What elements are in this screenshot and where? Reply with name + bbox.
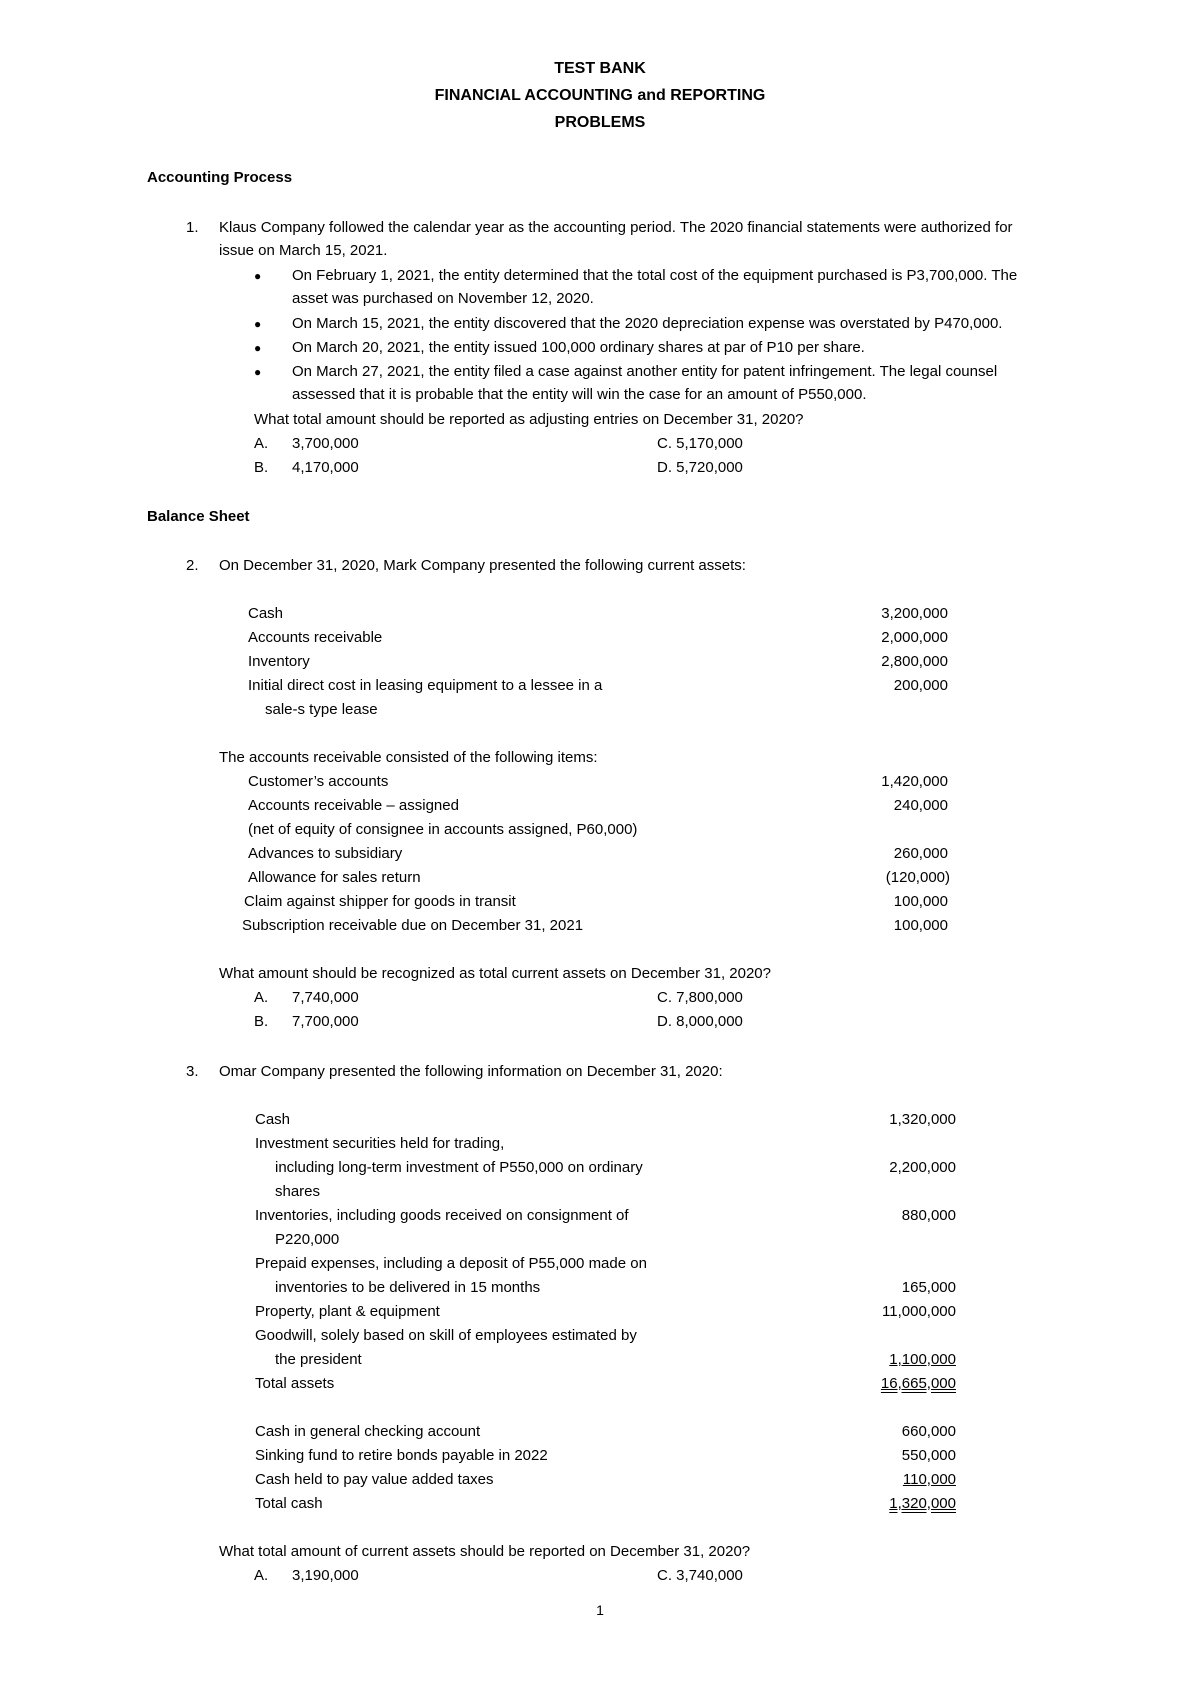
question-text: Omar Company presented the following information on December 31, 2020: [219,1063,723,1080]
cash-item-value: 660,000 [901,1423,956,1440]
item-label: Prepaid expenses, including a deposit of P55,000 made on [255,1255,647,1272]
question-text: On December 31, 2020, Mark Company presented the following current assets: [219,557,746,574]
choice-c: C. 3,740,000 [657,1567,743,1584]
choice-c: C. 7,800,000 [657,989,743,1006]
ar-value: 240,000 [893,797,948,814]
asset-label: Initial direct cost in leasing equipment to a lessee in a [248,677,603,694]
cash-item-label: Cash held to pay value added taxes [255,1471,494,1488]
question-number: 1. [186,219,199,236]
ar-label: (net of equity of consignee in accounts assigned, P60,000) [248,821,638,838]
choice-b: 7,700,000 [292,1013,359,1030]
bullet-text: On March 20, 2021, the entity issued 100,000 ordinary shares at par of P10 per share. [292,339,865,356]
ar-value: 100,000 [893,917,948,934]
asset-value: 2,000,000 [881,629,948,646]
ar-value: 100,000 [893,893,948,910]
bullet-text: asset was purchased on November 12, 2020. [292,290,594,307]
cash-item-value: 110,000 [902,1471,956,1488]
question-prompt: What total amount should be reported as adjusting entries on December 31, 2020? [254,411,804,428]
choice-a: 7,740,000 [292,989,359,1006]
ar-label: Customer’s accounts [248,773,389,790]
item-label: Property, plant & equipment [255,1303,440,1320]
total-label: Total assets [255,1375,335,1392]
bullet-text: assessed that it is probable that the entity will win the case for an amount of P550,000. [292,386,867,403]
page-number: 1 [596,1602,604,1618]
item-label: including long-term investment of P550,000 on ordinary [275,1159,643,1176]
bullet-icon: ● [254,365,262,379]
question-prompt: What amount should be recognized as total current assets on December 31, 2020? [219,965,771,982]
section-heading-accounting-process: Accounting Process [147,169,293,186]
bullet-text: On March 27, 2021, the entity filed a case against another entity for patent infringement. The legal counsel [292,363,998,380]
item-label: Inventories, including goods received on consignment of [255,1207,629,1224]
bullet-text: On February 1, 2021, the entity determined that the total cost of the equipment purchased is P3,700,000. The [292,267,1018,284]
choice-letter: A. [254,1567,269,1584]
asset-label: Inventory [248,653,310,670]
item-value: 1,100,000 [889,1351,956,1368]
asset-label: Cash [248,605,284,622]
asset-value: 3,200,000 [881,605,948,622]
choice-letter: A. [254,989,269,1006]
document-title: TEST BANK [554,60,646,77]
ar-label: Advances to subsidiary [248,845,403,862]
document-section: PROBLEMS [554,114,646,131]
ar-value: 260,000 [893,845,948,862]
question-prompt: What total amount of current assets should be reported on December 31, 2020? [219,1543,751,1560]
bullet-text: On March 15, 2021, the entity discovered that the 2020 depreciation expense was overstated by P470,000. [292,315,1003,332]
item-label: shares [275,1183,321,1200]
section-heading-balance-sheet: Balance Sheet [147,508,250,525]
bullet-icon: ● [254,269,262,283]
item-value: 2,200,000 [889,1159,956,1176]
choice-b: 4,170,000 [292,459,359,476]
bullet-icon: ● [254,341,262,355]
choice-d: D. 5,720,000 [657,459,743,476]
item-value: 1,320,000 [889,1111,956,1128]
item-label: P220,000 [275,1231,340,1248]
item-value: 11,000,000 [882,1303,956,1320]
question-number: 3. [186,1063,199,1080]
choice-a: 3,700,000 [292,435,359,452]
cash-item-label: Cash in general checking account [255,1423,481,1440]
ar-value: (120,000) [885,869,950,886]
choice-letter: B. [254,459,269,476]
item-label: Cash [255,1111,291,1128]
choice-letter: A. [254,435,269,452]
ar-label: Subscription receivable due on December 31, 2021 [242,917,584,934]
ar-value: 1,420,000 [881,773,948,790]
ar-label: Allowance for sales return [248,869,421,886]
question-text: issue on March 15, 2021. [219,242,388,259]
asset-value: 2,800,000 [881,653,948,670]
bullet-icon: ● [254,317,262,331]
item-label: inventories to be delivered in 15 months [275,1279,541,1296]
item-label: Goodwill, solely based on skill of employees estimated by [255,1327,637,1344]
ar-label: Accounts receivable – assigned [248,797,459,814]
choice-a: 3,190,000 [292,1567,359,1584]
ar-label: Claim against shipper for goods in transit [244,893,516,910]
choice-c: C. 5,170,000 [657,435,743,452]
asset-label: sale-s type lease [265,701,378,718]
choice-d: D. 8,000,000 [657,1013,743,1030]
question-text: Klaus Company followed the calendar year as the accounting period. The 2020 financial statements were authorized for [219,219,1013,236]
item-label: the president [275,1351,362,1368]
item-value: 165,000 [901,1279,956,1296]
asset-value: 200,000 [893,677,948,694]
choice-letter: B. [254,1013,269,1030]
question-number: 2. [186,557,199,574]
ar-intro: The accounts receivable consisted of the following items: [219,749,598,766]
total-value: 16,665,000 [880,1375,956,1392]
total-value: 1,320,000 [889,1495,956,1512]
cash-item-value: 550,000 [901,1447,956,1464]
asset-label: Accounts receivable [248,629,383,646]
total-label: Total cash [255,1495,323,1512]
cash-item-label: Sinking fund to retire bonds payable in 2022 [255,1447,548,1464]
item-label: Investment securities held for trading, [255,1135,505,1152]
document-subtitle: FINANCIAL ACCOUNTING and REPORTING [434,87,766,104]
item-value: 880,000 [901,1207,956,1224]
